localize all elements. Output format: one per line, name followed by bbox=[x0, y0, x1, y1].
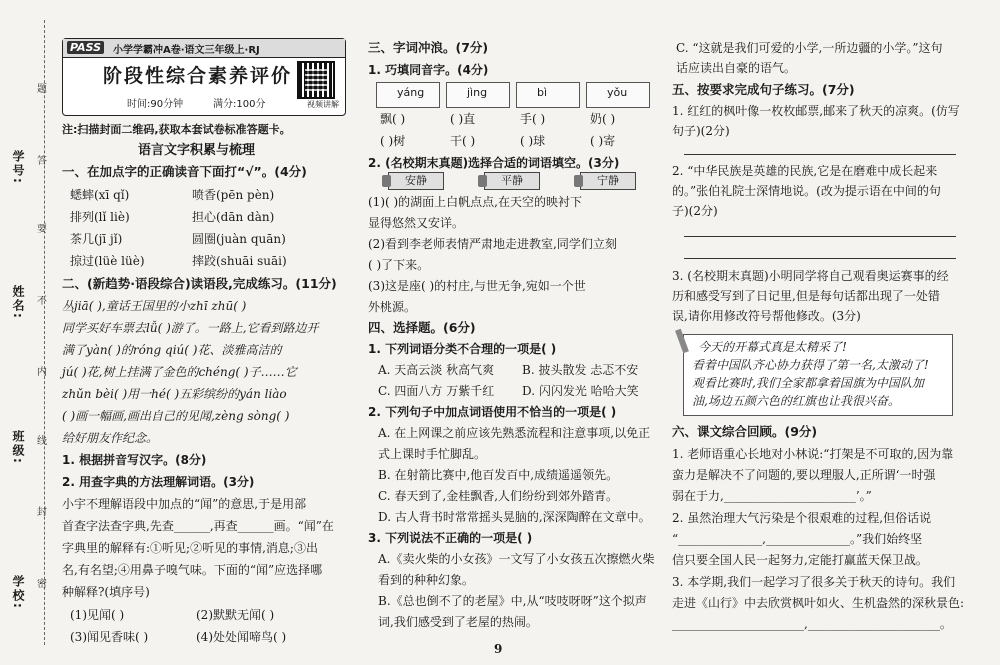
option: B. 披头散发 忐忑不安 bbox=[522, 363, 639, 377]
binding-word: 密 bbox=[37, 579, 47, 590]
section-6-title: 六、课文综合回顾。(9分) bbox=[672, 424, 818, 439]
option: 式上课时手忙脚乱。 bbox=[378, 447, 487, 461]
question: 1. 红红的枫叶像一枚枚邮票,邮来了秋天的凉爽。(仿写 bbox=[672, 104, 960, 118]
word-item: 担心(dān dàn) bbox=[192, 210, 275, 224]
word-tag: 安静 bbox=[388, 172, 444, 190]
scan-note: 注:扫描封面二维码,获取本套试卷标准答题卡。 bbox=[62, 123, 291, 136]
question: 2. “中华民族是英雄的民族,它是在磨难中成长起来 bbox=[672, 164, 938, 178]
question: 3. 下列说法不正确的一项是( ) bbox=[368, 531, 533, 545]
passage-line: 给好朋友作纪念。 bbox=[62, 431, 159, 445]
video-label: 视频讲解 bbox=[307, 100, 339, 109]
word-item: 圆圈(juàn quān) bbox=[192, 232, 286, 246]
question: “______________,______________。”我们始终坚 bbox=[672, 532, 923, 546]
binding-word: 答 bbox=[37, 156, 47, 167]
pinyin-box: yáng bbox=[376, 82, 440, 108]
question: 句子)(2分) bbox=[672, 124, 730, 138]
blank-pair: ( )寄 bbox=[590, 134, 616, 148]
word-item: 摔跤(shuāi suāi) bbox=[192, 254, 287, 268]
fill-line: ( )了下来。 bbox=[368, 258, 430, 272]
blank-pair: ( )球 bbox=[520, 134, 546, 148]
word-item: 喷香(pēn pèn) bbox=[192, 188, 275, 202]
pinyin-box: yǒu bbox=[586, 82, 650, 108]
exam-score: 满分:100分 bbox=[213, 99, 266, 110]
text-line: 种解释?(填序号) bbox=[62, 585, 150, 599]
binding-word: 题 bbox=[37, 84, 47, 95]
binding-word: 线 bbox=[37, 436, 47, 447]
text-line: 名,有名望;④用鼻子嗅气味。下面的“闻”应选择哪 bbox=[62, 563, 323, 577]
section-5-title: 五、按要求完成句子练习。(7分) bbox=[672, 82, 855, 97]
exam-title: 阶段性综合素养评价 bbox=[103, 65, 293, 87]
section-1-title: 一、在加点字的正确读音下面打“√”。(4分) bbox=[62, 164, 307, 179]
fill-line: (2)看到李老师表情严肃地走进教室,同学们立刻 bbox=[368, 237, 617, 251]
question: 1. 老师语重心长地对小林说:“打架是不可取的,因为靠 bbox=[672, 447, 954, 461]
passage-line: 满了yàn( )的róng qiú( )花、淡雅高洁的 bbox=[62, 343, 282, 357]
question: 3. (名校期末真题)小明同学将自己观看奥运赛事的经 bbox=[672, 269, 949, 283]
question: 子)(2分) bbox=[672, 204, 718, 218]
brand-logo: PASS bbox=[67, 41, 104, 54]
word-tag: 宁静 bbox=[580, 172, 636, 190]
school-label: 学校: bbox=[11, 575, 25, 610]
word-tag: 平静 bbox=[484, 172, 540, 190]
binding-word: 封 bbox=[37, 507, 47, 518]
pinyin-box: jìng bbox=[446, 82, 510, 108]
option: B.《总也倒不了的老屋》中,从“吱吱呀呀”这个拟声 bbox=[378, 594, 647, 608]
option: D. 闪闪发光 哈哈大笑 bbox=[522, 384, 639, 398]
exam-header bbox=[62, 38, 346, 116]
question: 蛮力是解决不了问题的,要以理服人,正所谓‘一时强 bbox=[672, 468, 936, 482]
word-item: 茶几(jī jǐ) bbox=[70, 232, 123, 246]
blank-pair: 干( ) bbox=[450, 134, 476, 148]
page-number: 9 bbox=[494, 642, 503, 656]
qr-code-icon[interactable] bbox=[297, 61, 335, 99]
pinyin-box: bì bbox=[516, 82, 580, 108]
question: 走进《山行》中去欣赏枫叶如火、生机盎然的深秋景色: bbox=[672, 596, 965, 610]
question: 信只要全国人民一起努力,定能打赢蓝天保卫战。 bbox=[672, 553, 928, 567]
fill-line: 外桃源。 bbox=[368, 300, 417, 314]
word-item: 掠过(lüè lüè) bbox=[70, 254, 145, 268]
passage-line: 丛jiā( ),童话王国里的小zhī zhū( ) bbox=[62, 299, 247, 313]
question: 历和感受写到了日记里,但是每句话都出现了一处错 bbox=[672, 289, 940, 303]
option: B. 在射箭比赛中,他百发百中,成绩遥遥领先。 bbox=[378, 468, 619, 482]
blank-pair: 飘( ) bbox=[380, 112, 406, 126]
fill-line: (3)这是座( )的村庄,与世无争,宛如一个世 bbox=[368, 279, 586, 293]
option: C. “这就是我们可爱的小学,一所边疆的小学。”这句 bbox=[676, 41, 943, 55]
option: A.《卖火柴的小女孩》一文写了小女孩五次擦燃火柴 bbox=[378, 552, 655, 566]
word-item: 蟋蟀(xī qǐ) bbox=[70, 188, 130, 202]
question: 误,请你用修改符号帮他修改。(3分) bbox=[672, 309, 861, 323]
option: A. 在上网课之前应该先熟悉流程和注意事项,以免正 bbox=[378, 426, 651, 440]
passage-line: ( )画一幅画,画出自己的见闻,zèng sòng( ) bbox=[62, 409, 290, 423]
question: ______________________,______________________。 bbox=[672, 617, 952, 631]
diary-line: 今天的开幕式真是太精采了! bbox=[698, 340, 847, 354]
blank-pair: 奶( ) bbox=[590, 112, 616, 126]
question: 的。”张伯礼院士深情地说。(改为提示语在中间的句 bbox=[672, 184, 941, 198]
option: (2)默默无闻( ) bbox=[196, 608, 275, 622]
series-name: 小学学霸冲A卷·语文三年级上·RJ bbox=[113, 45, 260, 56]
question: 弱在于力,______________________’。” bbox=[672, 489, 872, 503]
class-label: 班级: bbox=[11, 430, 25, 465]
binding-word: 要 bbox=[37, 224, 47, 235]
blank-pair: ( )树 bbox=[380, 134, 406, 148]
passage-line: 同学买好车票去lǚ( )游了。一路上,它看到路边开 bbox=[62, 321, 319, 335]
fill-line: 显得悠然又安详。 bbox=[368, 216, 465, 230]
diary-line: 观看比赛时,我们全家都拿着国旗为中国队加 bbox=[692, 376, 924, 390]
word-item: 排列(lǐ liè) bbox=[70, 210, 130, 224]
answer-line[interactable] bbox=[684, 154, 956, 155]
passage-line: jú( )花,树上挂满了金色的chéng( )子……它 bbox=[62, 365, 297, 379]
binding-dashed-line bbox=[44, 20, 45, 645]
option: 话应读出自豪的语气。 bbox=[676, 61, 797, 75]
blank-pair: 手( ) bbox=[520, 112, 546, 126]
binding-word: 内 bbox=[37, 367, 47, 378]
section-2-title: 二、(新趋势·语段综合)读语段,完成练习。(11分) bbox=[62, 276, 337, 291]
question: 3. 本学期,我们一起学习了很多关于秋天的诗句。我们 bbox=[672, 575, 956, 589]
question: 2. 虽然治理大气污染是个很艰难的过程,但俗话说 bbox=[672, 511, 932, 525]
answer-line[interactable] bbox=[684, 258, 956, 259]
binding-word: 不 bbox=[37, 296, 47, 307]
diary-line: 看着中国队齐心协力获得了第一名,太激动了! bbox=[692, 358, 929, 372]
name-label: 姓名: bbox=[11, 285, 25, 320]
passage-line: zhǔn bèi( )用一hé( )五彩缤纷的yán liào bbox=[62, 387, 287, 401]
blank-pair: ( )直 bbox=[450, 112, 476, 126]
answer-line[interactable] bbox=[684, 236, 956, 237]
option: A. 天高云淡 秋高气爽 bbox=[378, 363, 495, 377]
question: 2. 下列句子中加点词语使用不恰当的一项是( ) bbox=[368, 405, 617, 419]
exam-time: 时间:90分钟 bbox=[127, 99, 184, 110]
option: (3)闻见香味( ) bbox=[70, 630, 149, 644]
question: 2. 用查字典的方法理解词语。(3分) bbox=[62, 475, 255, 489]
option: C. 春天到了,金桂飘香,人们纷纷到郊外踏青。 bbox=[378, 489, 619, 503]
section-3-title: 三、字词冲浪。(7分) bbox=[368, 40, 489, 55]
question: 2. (名校期末真题)选择合适的词语填空。(3分) bbox=[368, 156, 620, 170]
text-line: 字典里的解释有:①听见;②听见的事情,消息;③出 bbox=[62, 541, 318, 555]
option: (4)处处闻啼鸟( ) bbox=[196, 630, 287, 644]
diary-line: 油,场边五颜六色的红旗也让我很兴奋。 bbox=[692, 394, 900, 408]
fill-line: (1)( )的湖面上白帆点点,在天空的映衬下 bbox=[368, 195, 582, 209]
section-heading: 语言文字积累与梳理 bbox=[138, 143, 256, 158]
option: (1)见闻( ) bbox=[70, 608, 125, 622]
student-no-label: 学号: bbox=[11, 150, 25, 185]
question: 1. 根据拼音写汉字。(8分) bbox=[62, 453, 207, 467]
option: 看到的种种幻象。 bbox=[378, 573, 475, 587]
option: D. 古人背书时常常摇头晃脑的,深深陶醉在文章中。 bbox=[378, 510, 651, 524]
text-line: 首查字法查字典,先查______,再查______画。“闻”在 bbox=[62, 519, 334, 533]
option: 词,我们感受到了老屋的热闹。 bbox=[378, 615, 538, 629]
section-4-title: 四、选择题。(6分) bbox=[368, 320, 476, 335]
diary-note bbox=[683, 334, 953, 416]
question: 1. 巧填同音字。(4分) bbox=[368, 63, 489, 77]
text-line: 小宇不理解语段中加点的“闻”的意思,于是用部 bbox=[62, 497, 307, 511]
option: C. 四面八方 万紫千红 bbox=[378, 384, 495, 398]
question: 1. 下列词语分类不合理的一项是( ) bbox=[368, 342, 557, 356]
